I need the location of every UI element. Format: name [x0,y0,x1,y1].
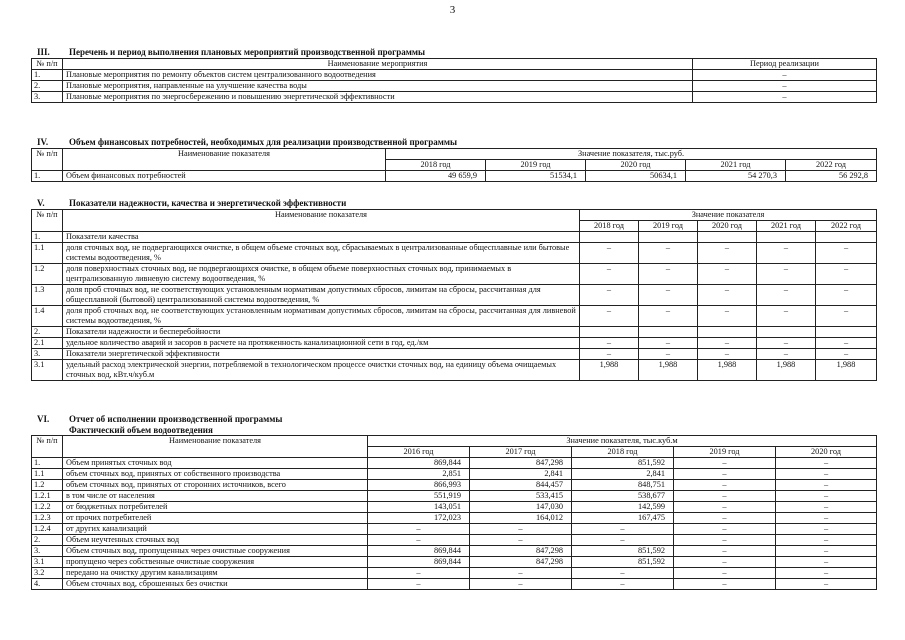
row-value [580,327,639,338]
row-name: доля проб сточных вод, не соответствующих установленным нормативам допустимых сбросов, лимитам на сбросы, рассчитанная для общесплавной (бытовой) централизованной системы водоотведения, % [63,285,580,306]
table-row [32,491,877,502]
row-name: Объем принятых сточных вод [63,458,368,469]
row-name: Объем сточных вод, сброшенных без очистки [63,579,368,590]
row-value: 172,023 [368,513,470,524]
row-value: 2,841 [572,469,674,480]
row-value: – [776,557,877,568]
col-header-year: 2021 год [686,160,786,171]
row-value: 2,851 [368,469,470,480]
row-value: – [580,306,639,327]
row-number: 1.2 [32,264,63,285]
col-header-num: № п/п [32,59,63,70]
row-value [757,327,816,338]
section-activities [31,47,876,103]
col-header-year: 2018 год [386,160,486,171]
row-value: – [674,546,776,557]
row-value: 143,051 [368,502,470,513]
row-value: 869,844 [368,546,470,557]
activities-table [31,58,877,103]
col-header-year: 2018 год [572,447,674,458]
section-title: Отчет об исполнении производственной программы [69,414,283,424]
row-value: – [580,285,639,306]
col-header-year: 2020 год [586,160,686,171]
section-report [31,414,876,590]
col-header-num: № п/п [32,210,63,232]
table-row [32,92,877,103]
row-name: доля сточных вод, не подвергающихся очистке, в общем объеме сточных вод, сбрасываемых в централизованные общесплавные или бытовые системы водоотведения, % [63,243,580,264]
row-number: 2. [32,327,63,338]
col-header-num: № п/п [32,149,63,171]
col-header-value: Значение показателя, тыс.руб. [386,149,877,160]
section-subtitle: Фактический объем водоотведения [69,425,213,435]
row-value: – [776,458,877,469]
row-value: 2,841 [470,469,572,480]
section-heading [31,414,876,425]
row-name: от бюджетных потребителей [63,502,368,513]
row-value: 1,988 [580,360,639,381]
row-value: – [368,568,470,579]
finance-table [31,148,877,182]
row-value: – [572,524,674,535]
row-value: – [776,502,877,513]
row-name: доля поверхностных сточных вод, не подвергающихся очистке, в общем объеме поверхностных сточных вод, принимаемых в централизованную ливневую систему водоотведения, % [63,264,580,285]
row-value: 147,030 [470,502,572,513]
row-value: – [698,243,757,264]
row-number: 1.1 [32,243,63,264]
section-number: V. [37,198,45,208]
row-value: – [368,524,470,535]
row-number: 3. [32,349,63,360]
col-header-year: 2019 год [674,447,776,458]
row-name: Показатели надежности и бесперебойности [63,327,580,338]
row-number: 3. [32,92,63,103]
table-row [32,568,877,579]
row-value: 1,988 [816,360,877,381]
row-name: объем сточных вод, принятых от сторонних источников, всего [63,480,368,491]
row-number: 3.2 [32,568,63,579]
row-value: 1,988 [698,360,757,381]
row-number: 1.2.1 [32,491,63,502]
row-value: – [776,469,877,480]
row-value: – [580,264,639,285]
row-value: – [639,264,698,285]
row-value: – [757,285,816,306]
row-period: – [693,92,877,103]
col-header-name: Наименование показателя [63,436,368,458]
table-header-row [32,210,877,221]
row-value: – [776,524,877,535]
row-value: – [639,243,698,264]
row-value: 851,592 [572,557,674,568]
row-value: 56 292,8 [786,171,877,182]
row-value: – [368,535,470,546]
row-number: 1. [32,171,63,182]
col-header-year: 2016 год [368,447,470,458]
row-value: 164,012 [470,513,572,524]
row-value: – [639,349,698,360]
row-value [639,327,698,338]
row-value: 142,599 [572,502,674,513]
row-value: – [776,535,877,546]
row-number: 2. [32,81,63,92]
row-value: – [572,579,674,590]
row-name: от других канализаций [63,524,368,535]
row-value: 851,592 [572,546,674,557]
row-value: – [776,568,877,579]
row-value: 167,475 [572,513,674,524]
row-value [816,232,877,243]
table-row [32,338,877,349]
table-row [32,243,877,264]
row-value [757,232,816,243]
row-value: – [674,502,776,513]
section-reliability [31,198,876,381]
row-value [698,232,757,243]
col-header-year: 2017 год [470,447,572,458]
row-value: – [470,535,572,546]
row-value: – [639,285,698,306]
table-row [32,285,877,306]
row-value: 538,677 [572,491,674,502]
table-row [32,513,877,524]
section-heading [31,198,876,209]
col-header-year: 2018 год [580,221,639,232]
row-name: Показатели энергетической эффективности [63,349,580,360]
table-row [32,524,877,535]
row-value: – [698,338,757,349]
row-name: Плановые мероприятия по ремонту объектов систем централизованного водоотведения [63,70,693,81]
row-value [580,232,639,243]
row-value: 51534,1 [486,171,586,182]
row-value: – [816,338,877,349]
col-header-year: 2020 год [698,221,757,232]
row-value: – [816,285,877,306]
row-value: – [674,458,776,469]
row-value: 848,751 [572,480,674,491]
row-value: 851,592 [572,458,674,469]
row-name: передано на очистку другим канализациям [63,568,368,579]
table-header-row [32,59,877,70]
row-value: – [470,579,572,590]
row-number: 3.1 [32,360,63,381]
row-value: – [674,491,776,502]
row-name: Объем сточных вод, пропущенных через очистные сооружения [63,546,368,557]
row-value: – [757,306,816,327]
row-value: – [674,513,776,524]
section-number: IV. [37,137,49,147]
table-row [32,306,877,327]
table-header-row [32,149,877,160]
row-number: 1. [32,458,63,469]
row-number: 1.4 [32,306,63,327]
row-value: – [698,349,757,360]
row-number: 3.1 [32,557,63,568]
table-row [32,232,877,243]
row-value: – [776,579,877,590]
row-name: объем сточных вод, принятых от собственного производства [63,469,368,480]
section-title: Объем финансовых потребностей, необходимых для реализации производственной программы [69,137,458,147]
row-value [816,327,877,338]
row-value: 847,298 [470,458,572,469]
row-value: – [580,338,639,349]
row-value: – [776,480,877,491]
row-number: 3. [32,546,63,557]
row-value: – [816,306,877,327]
row-value: – [572,535,674,546]
row-number: 1.1 [32,469,63,480]
row-value: – [674,557,776,568]
row-name: удельный расход электрической энергии, потребляемой в технологическом процессе очистки сточных вод, на единицу объема очищаемых сточных вод, кВт.ч/куб.м [63,360,580,381]
row-value: – [698,306,757,327]
section-number: III. [37,47,50,57]
row-name: Показатели качества [63,232,580,243]
col-header-value: Значение показателя [580,210,877,221]
row-number: 2. [32,535,63,546]
row-value: – [816,264,877,285]
section-heading [31,47,876,58]
table-row [32,327,877,338]
row-value: – [580,243,639,264]
row-name: пропущено через собственные очистные сооружения [63,557,368,568]
col-header-value: Значение показателя, тыс.куб.м [368,436,877,447]
section-number: VI. [37,414,50,424]
row-value: – [698,285,757,306]
row-value: – [639,338,698,349]
table-row [32,469,877,480]
row-name: Плановые мероприятия по энергосбережению и повышению энергетической эффективности [63,92,693,103]
row-name: доля проб сточных вод, не соответствующих установленным нормативам допустимых сбросов, лимитам на сбросы, рассчитанная для ливневой системы водоотведения, % [63,306,580,327]
col-header-year: 2019 год [639,221,698,232]
row-name: удельное количество аварий и засоров в расчете на протяженность канализационной сети в год, ед./км [63,338,580,349]
section-finance [31,137,876,182]
row-period: – [693,81,877,92]
row-number: 1.3 [32,285,63,306]
col-header-year: 2020 год [776,447,877,458]
row-number: 1. [32,70,63,81]
row-value: – [674,524,776,535]
row-value: 866,993 [368,480,470,491]
table-row [32,546,877,557]
row-number: 1. [32,232,63,243]
section-heading [31,137,876,148]
row-value: – [470,524,572,535]
row-number: 2.1 [32,338,63,349]
row-value: – [674,568,776,579]
col-header-num: № п/п [32,436,63,458]
row-value: 869,844 [368,458,470,469]
report-table [31,435,877,590]
row-value: – [816,243,877,264]
row-value: – [776,513,877,524]
table-header-row [32,436,877,447]
row-value: – [698,264,757,285]
row-name: Плановые мероприятия, направленные на улучшение качества воды [63,81,693,92]
row-value: – [580,349,639,360]
row-number: 1.2.3 [32,513,63,524]
row-value: – [776,546,877,557]
table-row [32,557,877,568]
table-row [32,480,877,491]
col-header-year: 2019 год [486,160,586,171]
row-value: 1,988 [639,360,698,381]
col-header-name: Наименование мероприятия [63,59,693,70]
table-row [32,349,877,360]
table-row [32,81,877,92]
row-value: – [674,579,776,590]
row-value: 54 270,3 [686,171,786,182]
row-value: – [639,306,698,327]
page-number: 3 [449,4,456,16]
col-header-year: 2021 год [757,221,816,232]
col-header-year: 2022 год [786,160,877,171]
row-name: Объем финансовых потребностей [63,171,386,182]
table-row [32,579,877,590]
table-row [32,535,877,546]
row-name: в том числе от населения [63,491,368,502]
row-value: 551,919 [368,491,470,502]
row-value: 847,298 [470,557,572,568]
row-value: – [757,264,816,285]
row-value: – [757,243,816,264]
row-value: 869,844 [368,557,470,568]
row-value: – [816,349,877,360]
col-header-year: 2022 год [816,221,877,232]
col-header-name: Наименование показателя [63,210,580,232]
row-value: – [470,568,572,579]
row-value [698,327,757,338]
row-value: 1,988 [757,360,816,381]
row-number: 1.2 [32,480,63,491]
table-row [32,360,877,381]
section-title: Показатели надежности, качества и энергетической эффективности [69,198,347,208]
table-row [32,70,877,81]
row-period: – [693,70,877,81]
table-row [32,171,877,182]
row-value: – [368,579,470,590]
reliability-table [31,209,877,381]
row-value: 49 659,9 [386,171,486,182]
row-value: 533,415 [470,491,572,502]
table-row [32,264,877,285]
row-value: – [757,338,816,349]
row-number: 1.2.4 [32,524,63,535]
row-value: 847,298 [470,546,572,557]
row-value: – [674,469,776,480]
table-row [32,502,877,513]
row-number: 4. [32,579,63,590]
row-number: 1.2.2 [32,502,63,513]
row-value: – [757,349,816,360]
row-name: Объем неучтенных сточных вод [63,535,368,546]
row-value: – [776,491,877,502]
col-header-period: Период реализации [693,59,877,70]
table-row [32,458,877,469]
row-value: – [674,480,776,491]
col-header-name: Наименование показателя [63,149,386,171]
row-name: от прочих потребителей [63,513,368,524]
row-value: 50634,1 [586,171,686,182]
section-title: Перечень и период выполнения плановых мероприятий производственной программы [69,47,426,57]
row-value: – [674,535,776,546]
row-value [639,232,698,243]
row-value: 844,457 [470,480,572,491]
row-value: – [572,568,674,579]
